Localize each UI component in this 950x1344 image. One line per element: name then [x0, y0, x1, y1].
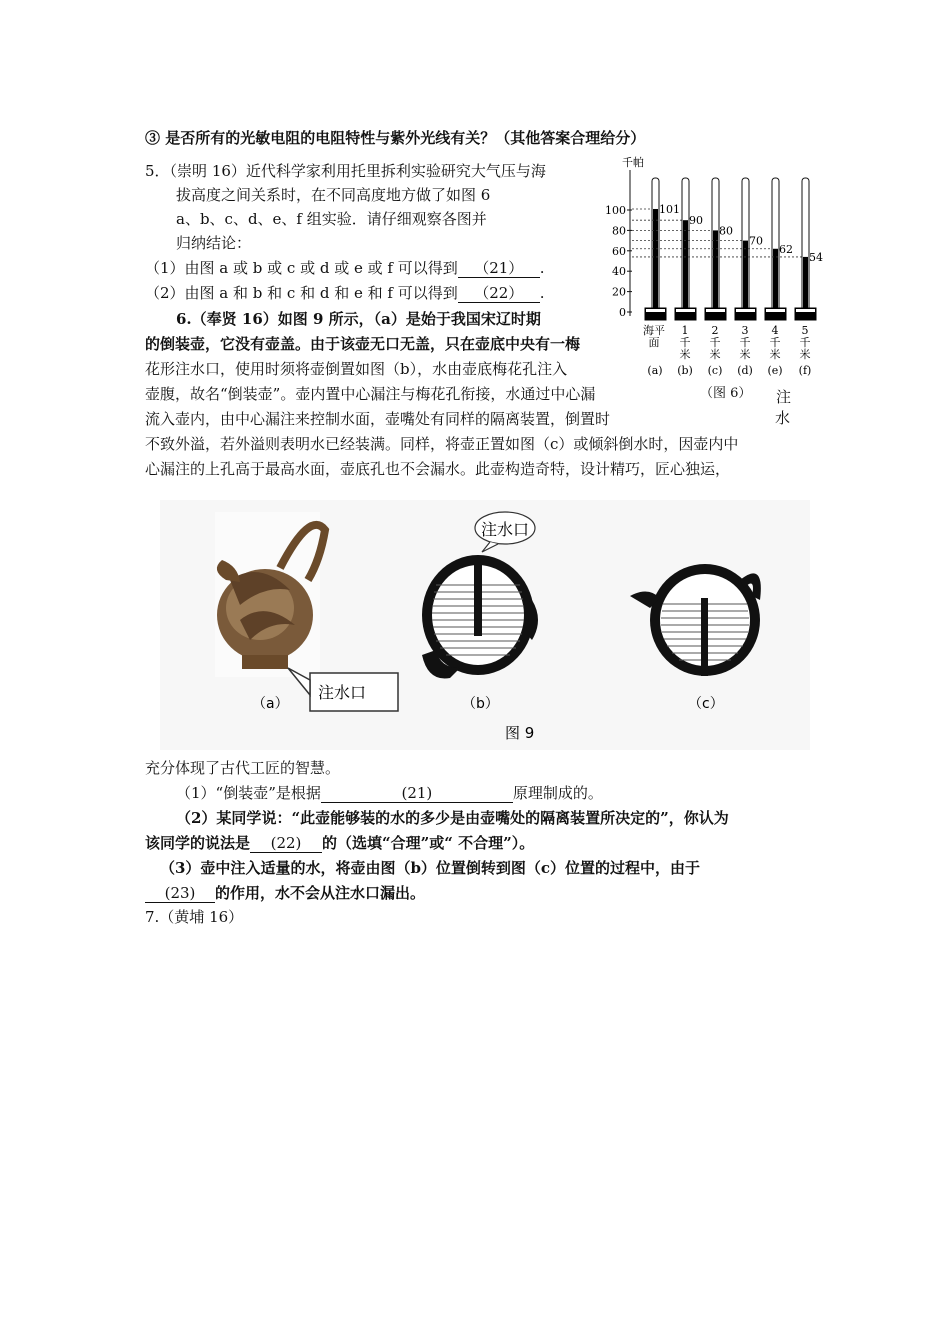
q5-sub2-text: （2）由图 a 和 b 和 c 和 d 和 e 和 f 可以得到 [145, 284, 458, 302]
fig6-mercury-column-(d) [743, 241, 748, 318]
fig9-caption: 图 9 [505, 724, 535, 742]
q6-line4: 壶腹，故名“倒装壶”。壶内置中心漏注与梅花孔衔接，水通过中心漏 [145, 385, 596, 403]
figure-6 [600, 150, 830, 410]
fig6-y-tick-80: 80 [612, 224, 626, 238]
fig6-dish-rim [646, 309, 665, 312]
fig6-dish-rim [706, 309, 725, 312]
fig6-value-label-(e): 62 [779, 242, 793, 256]
q6-sub1-end: 原理制成的。 [512, 784, 603, 802]
fig6-id-label-(c): (c) [707, 364, 723, 377]
fig6-y-tick-100: 100 [605, 204, 626, 217]
fig6-place-label-(f): 5 [801, 324, 809, 337]
fig9-label-c: （c） [688, 696, 724, 712]
figure-9 [160, 500, 810, 750]
q5-sub1-text: （1）由图 a 或 b 或 c 或 d 或 e 或 f 可以得到 [145, 259, 458, 277]
q5-line4: 归纳结论： [176, 234, 252, 252]
fig6-y-tick-40: 40 [612, 265, 626, 279]
teapot-photo [215, 512, 325, 677]
fig6-id-label-(f): (f) [798, 364, 812, 377]
fig6-place-label-(f): 千 [799, 336, 811, 349]
fig6-dish-rim [736, 309, 755, 312]
fig6-dish-rim [766, 309, 785, 312]
fig6-dish-rim [796, 309, 815, 312]
q5-text-1: （崇明 16）近代科学家利用托里拆利实验研究大气压与海 [169, 162, 546, 180]
q5-sub1-end: . [539, 259, 545, 277]
fig6-place-label-(c): 千 [709, 336, 721, 349]
fig6-caption: （图 6） [700, 386, 752, 401]
fig9-label-b: （b） [462, 696, 499, 712]
fig6-value-label-(c): 80 [719, 224, 733, 238]
q5-sub2-end: . [539, 284, 545, 302]
fig6-id-label-(a): (a) [647, 364, 663, 377]
prev-answer-line: ③ 是否所有的光敏电阻的电阻特性与紫外光线有关？（其他答案合理给分） [145, 129, 646, 147]
q6-sub2-line2 [145, 832, 534, 854]
fig6-value-label-(b): 90 [689, 214, 703, 228]
fig6-place-label-(b): 米 [679, 348, 691, 361]
answer-blank-21[interactable]: （21） [458, 259, 540, 278]
fig6-dish-rim [676, 309, 695, 312]
fig6-value-label-(a): 101 [659, 202, 680, 216]
fig6-id-label-(b): (b) [677, 364, 693, 377]
fig6-mercury-column-(b) [683, 220, 688, 318]
fig9-label-a: （a） [252, 696, 289, 712]
fig6-unit: 千帕 [622, 156, 644, 169]
q5-line2: 拔高度之间关系时，在不同高度地方做了如图 6 [176, 186, 491, 204]
fig6-place-label-(e): 千 [769, 336, 781, 349]
fig6-place-label-(c): 2 [711, 324, 719, 337]
q5-number: 5． [145, 162, 170, 180]
figure-9-drawing [160, 500, 810, 750]
q6-line1: 6.（奉贤 16）如图 9 所示，（a）是始于我国宋辽时期 [176, 310, 541, 328]
fig6-mercury-column-(c) [713, 230, 718, 318]
q7-header: 7.（黄埔 16） [145, 908, 244, 926]
fig6-y-tick-60: 60 [612, 244, 626, 258]
q6-line3: 花形注水口，使用时须将壶倒置如图（b），水由壶底梅花孔注入 [145, 360, 568, 378]
fig6-id-label-(e): (e) [767, 364, 783, 377]
q6-sub3-line2 [145, 882, 425, 904]
callout-a-text: 注水口 [318, 683, 367, 702]
q6-sub2-line1: （2）某同学说：“此壶能够装的水的多少是由壶嘴处的隔离装置所决定的”，你认为 [176, 809, 729, 827]
q5-line1 [145, 160, 546, 182]
fig6-place-label-(d): 千 [739, 336, 751, 349]
fig6-place-label-(b): 千 [679, 336, 691, 349]
q6-sub1-text: （1）“倒装壶”是根据 [176, 784, 321, 802]
fig6-y-tick-0: 0 [619, 306, 626, 319]
fig6-place-label-(f): 米 [799, 348, 811, 361]
q6-line5: 流入壶内，由中心漏注来控制水面，壶嘴处有同样的隔离装置，倒置时 [145, 410, 611, 428]
fig6-id-label-(d): (d) [737, 364, 753, 377]
q6-sub2-end: 的（选填“合理”或“ 不合理”）。 [322, 834, 535, 852]
fig6-side-text-1: 注 [776, 388, 792, 406]
fig6-place-label-(d): 3 [741, 324, 749, 337]
fig6-place-label-(a): 面 [648, 336, 660, 349]
answer-blank-23[interactable]: (23) [145, 884, 215, 903]
q6-line7: 心漏注的上孔高于最高水面，壶底孔也不会漏水。此壶构造奇特，设计精巧，匠心独运， [145, 460, 731, 478]
fig6-place-label-(b): 1 [681, 324, 689, 337]
callout-b-text: 注水口 [481, 520, 530, 539]
answer-blank-22-q6[interactable]: (22) [250, 834, 322, 853]
fig6-mercury-column-(a) [653, 209, 658, 318]
q6-sub3-end: 的作用，水不会从注水口漏出。 [215, 884, 426, 902]
q6-sub1 [176, 782, 603, 804]
fig6-place-label-(c): 米 [709, 348, 721, 361]
fig6-place-label-(d): 米 [739, 348, 751, 361]
q5-line3: a、b、c、d、e、f 组实验．请仔细观察各图并 [176, 210, 487, 228]
q6-sub3-line1: （3）壶中注入适量的水，将壶由图（b）位置倒转到图（c）位置的过程中，由于 [160, 859, 701, 877]
q6-line8: 充分体现了古代工匠的智慧。 [145, 759, 341, 777]
answer-blank-21-q6[interactable]: (21) [321, 784, 513, 803]
answer-blank-22[interactable]: （22） [458, 284, 540, 303]
q6-line2 [145, 333, 580, 355]
fig6-place-label-(e): 米 [769, 348, 781, 361]
q6-line6: 不致外溢，若外溢则表明水已经装满。同样，将壶正置如图（c）或倾斜倒水时，因壶内中 [145, 435, 739, 453]
q5-sub1 [145, 257, 545, 279]
figure-6-chart [600, 150, 830, 410]
fig6-place-label-(a): 海平 [643, 324, 665, 337]
q5-sub2 [145, 282, 545, 304]
fig6-value-label-(f): 54 [809, 250, 823, 264]
fig6-place-label-(e): 4 [771, 324, 779, 337]
q6-line2-text: 的倒装壶，它没有壶盖。由于该壶无口无盖，只在壶底中央有一梅 [145, 335, 581, 353]
fig6-y-tick-20: 20 [612, 285, 626, 299]
q6-sub2-text: 该同学的说法是 [145, 834, 251, 852]
fig6-side-text-2: 水 [775, 409, 791, 427]
fig6-value-label-(d): 70 [749, 234, 763, 248]
